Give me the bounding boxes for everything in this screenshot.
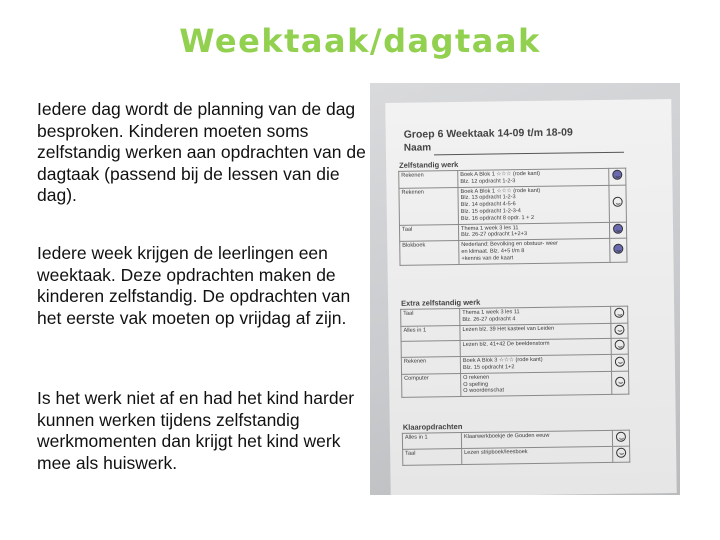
task-cell xyxy=(458,168,609,187)
smiley-cell xyxy=(611,354,628,371)
task-cell xyxy=(461,371,612,396)
table-row xyxy=(402,371,629,398)
task-line: Boek A Blok 1 ☆☆☆ (rode kant) xyxy=(460,187,541,195)
section-label: Extra zelfstandig werk xyxy=(400,297,481,308)
task-line: Blz. 15 opdracht 1-2-3-4 xyxy=(460,208,521,215)
paragraph-homework: Is het werk niet af en had het kind harder kunnen werken tijdens zelfstandig werkmomenten dan krijgt het kind werk mee als huiswerk. xyxy=(37,388,355,473)
smiley-cell xyxy=(610,238,627,262)
task-cell xyxy=(458,222,609,241)
smiley-icon xyxy=(615,340,625,350)
weektaak-sheet xyxy=(385,99,676,495)
sheet-title: Groep 6 Weektaak 14-09 t/m 18-09 xyxy=(403,126,573,141)
task-line: Thema 1 week 3 les 11 xyxy=(462,309,520,316)
smiley-cell xyxy=(613,446,630,462)
task-line: O woordenschat xyxy=(463,387,505,395)
smiley-cell xyxy=(611,339,628,355)
paragraph-weekly-task: Iedere week krijgen de leerlingen een weektaak. Deze opdrachten maken de kinderen zelfstandig. De opdrachten van het eerste vak moeten op vrijdag af zijn. xyxy=(37,243,351,328)
task-line: O rekenen xyxy=(463,374,490,381)
task-line: +kennis van de kaart xyxy=(461,255,514,262)
subject-cell: Rekenen xyxy=(401,357,460,374)
task-line: Blz. 14 opdracht 4-5-6 xyxy=(460,201,516,209)
smiley-cell xyxy=(611,323,628,339)
table-row xyxy=(403,446,630,465)
smiley-icon xyxy=(616,432,626,442)
smiley-cell xyxy=(609,185,627,222)
task-line: Blz. 12 opdracht 1-2-3 xyxy=(460,178,516,185)
task-cell xyxy=(459,239,610,264)
task-line: Thema 1 week 3 les 11 xyxy=(460,224,519,232)
page-title: Weektaak/dagtaak xyxy=(179,22,541,60)
smiley-icon xyxy=(616,447,626,457)
weektaak-photo xyxy=(370,83,680,495)
section-label: Zelfstandig werk xyxy=(399,160,459,170)
naam-line xyxy=(434,152,624,156)
section-label: Klaaropdrachten xyxy=(402,421,463,432)
section-table xyxy=(398,168,627,266)
smiley-cell xyxy=(612,371,629,395)
smiley-cell xyxy=(611,306,628,323)
subject-cell: Taal xyxy=(401,308,460,325)
smiley-icon xyxy=(614,308,624,318)
section-table xyxy=(402,430,630,466)
task-line: Boek A Blok 3 ☆☆☆ (rode kant) xyxy=(462,357,543,365)
task-cell xyxy=(462,446,613,464)
task-line: Nederland: Bevolking en obstuur- weer xyxy=(461,240,558,249)
subject-cell xyxy=(401,341,460,358)
task-line: Lezen stripboek/leesboek xyxy=(464,448,528,456)
subject-cell: Taal xyxy=(399,224,458,241)
task-line: Klaarwerkboekje de Gouden eeuw xyxy=(463,432,550,440)
smiley-icon xyxy=(613,244,623,254)
smiley-cell xyxy=(609,222,626,239)
subject-cell: Alles in 1 xyxy=(402,432,461,449)
task-line: Lezen blz. 41+42 De beeldenstorm xyxy=(462,341,550,349)
table-row xyxy=(399,185,626,225)
smiley-icon xyxy=(615,376,625,386)
task-line: Lezen blz. 39 Het kasteel van Leiden xyxy=(462,325,555,333)
task-line: Blz. 15 opdracht 1+2 xyxy=(462,364,515,371)
task-line: Blz. 26-27 opdracht 4 xyxy=(462,316,516,323)
smiley-cell xyxy=(609,168,626,185)
subject-cell: Blokboek xyxy=(400,241,459,265)
smiley-cell xyxy=(612,430,629,446)
task-line: O spelling xyxy=(463,381,489,388)
task-cell xyxy=(460,355,611,374)
subject-cell: Rekenen xyxy=(399,171,458,188)
section-table xyxy=(400,306,629,398)
sheet-naam-label: Naam xyxy=(403,142,432,154)
subject-cell: Computer xyxy=(402,373,461,397)
table-row xyxy=(400,238,627,265)
subject-cell: Taal xyxy=(403,448,462,465)
smiley-icon xyxy=(614,324,624,334)
task-cell xyxy=(460,306,611,325)
task-line: Boek A Blok 1 ☆☆☆ (rode kant) xyxy=(460,170,541,178)
smiley-icon xyxy=(613,224,623,234)
smiley-icon xyxy=(613,197,623,207)
smiley-icon xyxy=(612,170,622,180)
subject-cell: Alles in 1 xyxy=(401,325,460,342)
smiley-icon xyxy=(615,356,625,366)
task-cell xyxy=(458,185,610,224)
task-line: Blz. 16 opdracht 8 opdr. 1 + 2 xyxy=(460,214,535,222)
paragraph-daily-planning: Iedere dag wordt de planning van de dag besproken. Kinderen moeten soms zelfstandig werken aan opdrachten van de dagtaak (passend bij de lessen van die dag). xyxy=(37,99,366,205)
subject-cell: Rekenen xyxy=(399,187,459,225)
task-line: Blz. 13 opdracht 1-2-3 xyxy=(460,194,516,202)
task-line: en klimaat. Blz. 4+5 t/m 8 xyxy=(461,248,525,255)
task-line: Blz. 26-27 opdracht 1+2+3 xyxy=(461,231,528,239)
